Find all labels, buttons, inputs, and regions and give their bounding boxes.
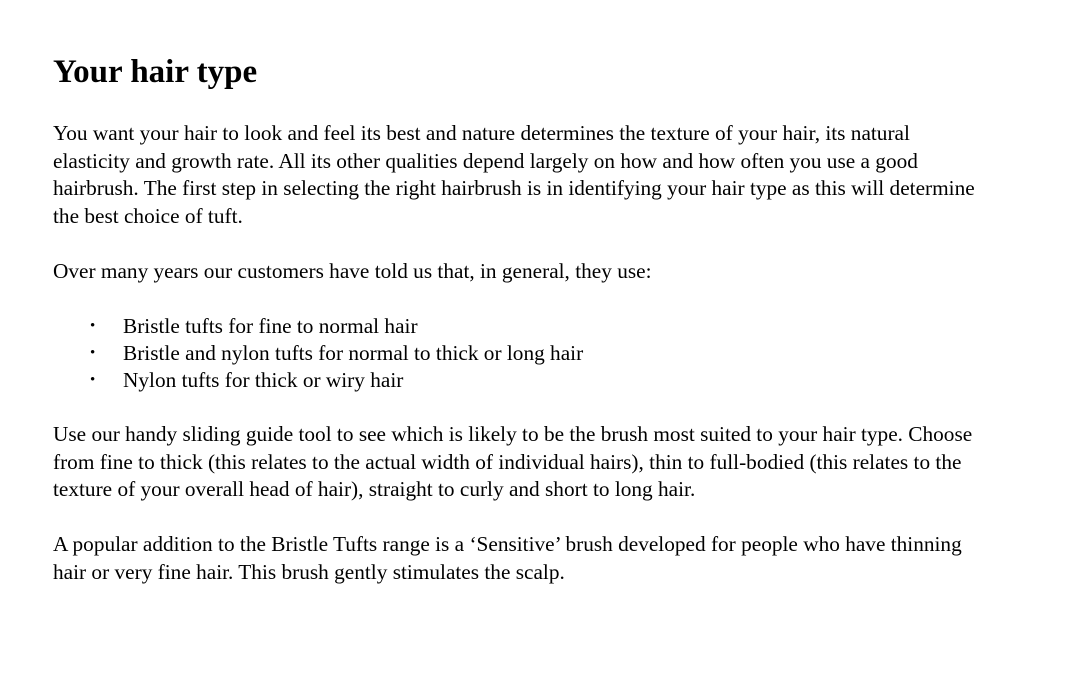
list-item <box>90 367 1022 394</box>
list-item-text: Bristle and nylon tufts for normal to thick or long hair <box>123 340 584 365</box>
sliding-guide-paragraph: Use our handy sliding guide tool to see which is likely to be the brush most suited to your hair type. Choose from fine to thick (this relates to the actual width of individual hairs), thin to full-bodied (this relates to the texture of your overall head of hair), straight to curly and short to long hair. <box>53 422 973 501</box>
tuft-recommendation-list <box>53 313 1022 394</box>
list-item <box>90 313 1022 340</box>
sensitive-brush-paragraph: A popular addition to the Bristle Tufts range is a ‘Sensitive’ brush developed for people who have thinning hair or very fine hair. This brush gently stimulates the scalp. <box>53 532 962 584</box>
page-title: Your hair type <box>53 54 258 90</box>
bullet-icon: • <box>90 317 96 334</box>
list-item-text: Nylon tufts for thick or wiry hair <box>123 367 404 392</box>
list-item-text: Bristle tufts for fine to normal hair <box>123 313 418 338</box>
intro-paragraph: You want your hair to look and feel its best and nature determines the texture of your hair, its natural elasticity and growth rate. All its other qualities depend largely on how and how often you use a good hairbrush. The first step in selecting the right hairbrush is in identifying your hair type as this will determine the best choice of tuft. <box>53 121 975 228</box>
bullet-icon: • <box>90 344 96 361</box>
list-item <box>90 340 1022 367</box>
list-lead-paragraph: Over many years our customers have told us that, in general, they use: <box>53 258 652 283</box>
bullet-icon: • <box>90 371 96 388</box>
